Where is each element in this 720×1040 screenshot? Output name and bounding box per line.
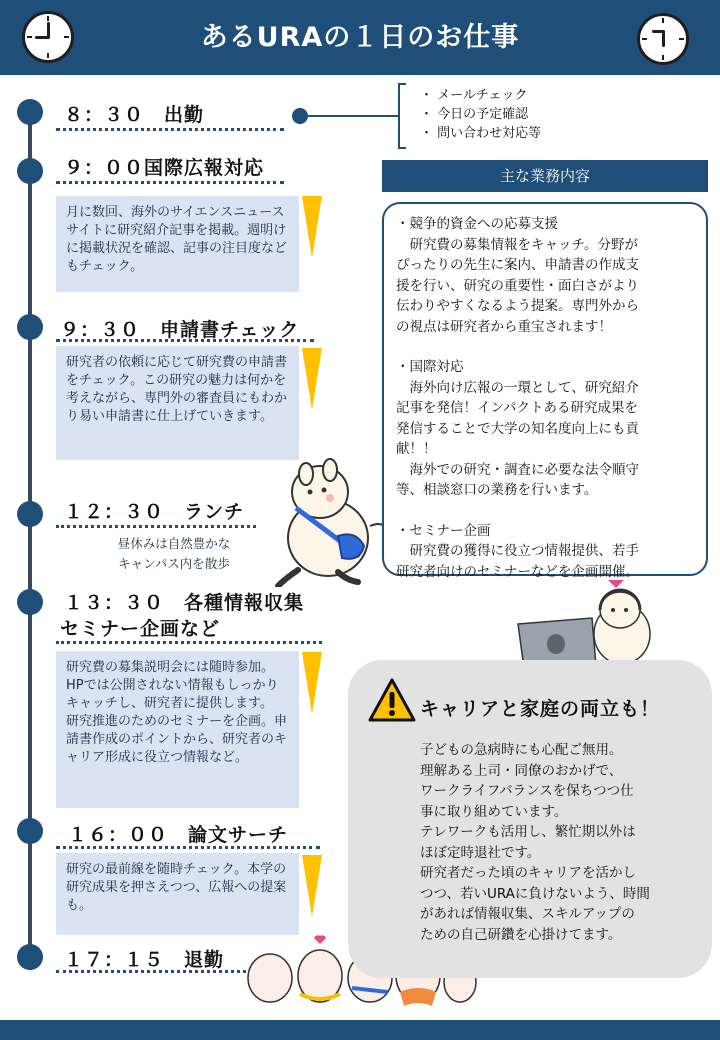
clock-icon-left: [22, 11, 74, 63]
clock-icon-right: [637, 13, 689, 65]
timeline-dot: [17, 589, 43, 615]
timeline-dot: [17, 818, 43, 844]
dotted-separator: [56, 970, 252, 973]
lunch-note: 昼休みは自然豊かな キャンパス内を散歩: [117, 536, 231, 571]
warning-icon: [368, 678, 416, 722]
time-label-1715: １７：１５ 退勤: [64, 949, 225, 971]
walking-mascot-illustration: [258, 452, 388, 587]
description-box-1330: 研究費の募集説明会には随時参加。HPでは公開されない情報もしっかりキャッチし、研究者に提供します。 研究推進のためのセミナーを企画。申請書作成のポイントから、研究者のキャリア形成に役立つ情報など。: [56, 651, 299, 808]
timeline-dot: [17, 501, 43, 527]
footer-bar: [0, 1020, 720, 1040]
timeline-dot: [17, 944, 43, 970]
career-title: キャリアと家庭の両立も！: [420, 698, 661, 720]
time-label-1330-sub: セミナー企画など: [60, 618, 221, 640]
dotted-separator: [56, 181, 284, 184]
time-label-1600: １６：００ 論文サーチ: [68, 824, 289, 846]
accent-flag: [302, 348, 322, 410]
dotted-separator: [56, 525, 256, 528]
description-box-0930: 研究者の依頼に応じて研究費の申請書をチェック。この研究の魅力は何かを考えながら、専門外の審査員にもわかり易い申請書に仕上げていきます。: [56, 346, 299, 460]
accent-flag: [302, 652, 322, 714]
dotted-separator: [56, 339, 314, 342]
description-box-0900: 月に数回、海外のサイエンスニュースサイトに研究紹介記事を掲載。週明けに掲載状況を確認、記事の注目度などもチェック。: [56, 196, 299, 292]
description-box-1600: 研究の最前線を随時チェック。本学の研究成果を押さえつつ、広報への提案も。: [56, 853, 299, 935]
dotted-separator: [56, 641, 322, 644]
timeline-dot: [17, 314, 43, 340]
time-label-1230: １２：３０ ランチ: [64, 501, 245, 523]
task-item: ・ 問い合わせ対応等: [420, 126, 542, 141]
time-label-0930: ９：３０ 申請書チェック: [60, 319, 300, 341]
timeline-dot: [17, 158, 43, 184]
dotted-separator: [56, 846, 320, 849]
career-text: 子どもの急病時にも心配ご無用。 理解ある上司・同僚のおかげで、 ワークライフバランスを保ちつつ仕 事に取り組めています。 テレワークも活用し、繁忙期以外は ほぼ定時退社です。 研究者だった頃のキャリアを活かし つつ、若いURAに負けないよう、時間 があれば情報収集、スキルアップの ための自己研鑽を心掛けてます。: [420, 742, 650, 943]
time-label-0900: ９：００国際広報対応: [64, 157, 265, 179]
task-bracket: [398, 83, 406, 149]
connector-line: [306, 115, 398, 117]
dotted-separator: [56, 128, 284, 131]
task-item: ・ メールチェック: [420, 88, 528, 103]
page-title: あるURAの１日のお仕事: [200, 22, 520, 53]
time-label-1330: １３：３０ 各種情報収集: [64, 592, 305, 614]
timeline-dot: [17, 99, 43, 125]
laptop-mascot-illustration: [512, 580, 662, 668]
duties-heading: 主な業務内容: [382, 160, 708, 192]
accent-flag: [302, 855, 322, 917]
task-item: ・ 今日の予定確認: [420, 107, 529, 122]
duties-box: ・競争的資金への応募支援 研究費の募集情報をキャッチ。分野が ぴったりの先生に案内、申請書の作成支 援を行い、研究の重要性・面白さがより 伝わりやすくなるよう提案。専門外から の視点は研究者から重宝されます！ ・国際対応 海外向け広報の一環として、研究紹介 記事を発信！インパクトある研究成果を 発信することで大学の知名度向上にも貢 献！！ 海外での研究・調査に必要な法令順守 等、相談窓口の業務を行います。 ・セミナー企画 研究費の獲得に役立つ情報提供、若手 研究者向けのセミナーなどを企画開催。: [382, 202, 708, 576]
time-label-0830: ８：３０ 出勤: [64, 104, 205, 126]
accent-flag: [302, 196, 322, 258]
